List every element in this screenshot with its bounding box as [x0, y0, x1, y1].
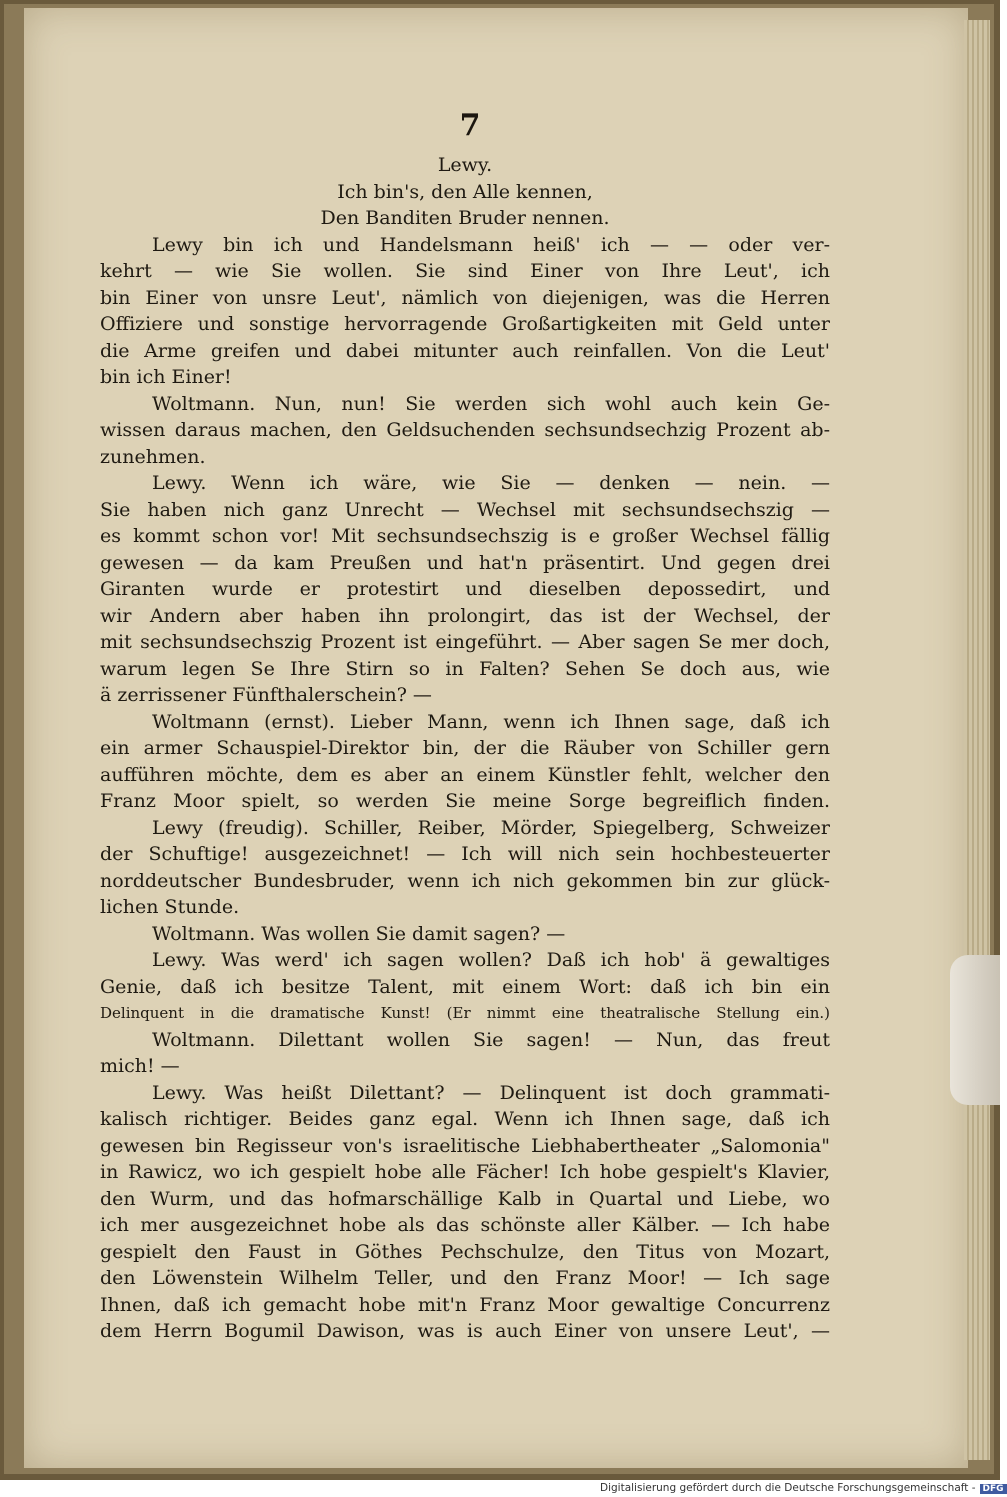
text-line: zunehmen.: [100, 445, 206, 468]
text-line: Giranten wurde er protestirt und dieselben depossedirt, und: [100, 578, 830, 600]
text-line: kehrt — wie Sie wollen. Sie sind Einer von Ihre Leut', ich: [100, 260, 830, 282]
text-line: bin ich Einer!: [100, 366, 232, 388]
text-line: bin Einer von unsre Leut', nämlich von diejenigen, was die Herren: [100, 286, 830, 309]
text-line: Woltmann. Was wollen Sie damit sagen? —: [152, 922, 566, 945]
body-text: [100, 152, 830, 1345]
text-line: Ihnen, daß ich gemacht hobe mit'n Franz Moor gewaltige Concurrenz: [100, 1293, 830, 1316]
dfg-logo: DFG: [980, 1484, 1007, 1494]
text-line: ä zerrissener Fünfthalerschein? —: [100, 684, 432, 706]
text-line: Offiziere und sonstige hervorragende Großartigkeiten mit Geld unter: [100, 313, 830, 335]
text-line: warum legen Se Ihre Stirn so in Falten? Sehen Se doch aus, wie: [100, 657, 830, 680]
text-line: Sie haben nich ganz Unrecht — Wechsel mit sechsundsechszig —: [100, 498, 830, 521]
page-edges: [964, 20, 990, 1460]
text-line: lichen Stunde.: [100, 896, 240, 918]
text-line: dem Herrn Bogumil Dawison, was is auch Einer von unsere Leut', —: [100, 1320, 830, 1342]
text-line: Lewy. Wenn ich wäre, wie Sie — denken — nein. —: [152, 472, 830, 494]
text-line: Woltmann (ernst). Lieber Mann, wenn ich Ihnen sage, daß ich: [152, 710, 830, 733]
text-line: den Wurm, und das hofmarschällige Kalb in Quartal und Liebe, wo: [100, 1187, 830, 1210]
text-line: ein armer Schauspiel-Direktor bin, der die Räuber von Schiller gern: [100, 737, 830, 759]
footer-credit: [600, 1482, 1004, 1497]
text-line: wissen daraus machen, den Geldsuchenden sechsundsechzig Prozent ab-: [100, 419, 830, 441]
text-line: Franz Moor spielt, so werden Sie meine Sorge begreiflich finden.: [100, 790, 830, 812]
text-line: der Schuftige! ausgezeichnet! — Ich will nich sein hochbesteuerter: [100, 843, 830, 865]
text-line: die Arme greifen und dabei mitunter auch reinfallen. Von die Leut': [100, 339, 830, 362]
text-line: in Rawicz, wo ich gespielt hobe alle Fächer! Ich hobe gespielt's Klavier,: [100, 1161, 830, 1183]
verse-line: Den Banditen Bruder nennen.: [320, 207, 610, 229]
speaker-heading: Lewy.: [437, 154, 493, 176]
text-line: Lewy. Was heißt Dilettant? — Delinquent ist doch grammati-: [152, 1081, 830, 1104]
page-number: 7: [459, 108, 481, 143]
text-line: es kommt schon vor! Mit sechsundsechszig is e großer Wechsel fällig: [100, 525, 830, 547]
text-line: wir Andern aber haben ihn prolongirt, das ist der Wechsel, der: [100, 604, 830, 627]
text-line: gewesen — da kam Preußen und hat'n präsentirt. Und gegen drei: [100, 551, 830, 574]
text-line: kalisch richtiger. Beides ganz egal. Wenn ich Ihnen sage, daß ich: [100, 1108, 830, 1130]
text-line: norddeutscher Bundesbruder, wenn ich nich gekommen bin zur glück-: [100, 869, 830, 892]
text-line: Woltmann. Dilettant wollen Sie sagen! — Nun, das freut: [152, 1028, 830, 1051]
text-line: mich! —: [100, 1055, 180, 1077]
footer-text: Digitalisierung gefördert durch die Deutsche Forschungsgemeinschaft -: [600, 1482, 976, 1494]
text-line: gewesen bin Regisseur von's israelitische Liebhabertheater „Salomonia": [100, 1134, 830, 1157]
text-line: mit sechsundsechszig Prozent ist eingeführt. — Aber sagen Se mer doch,: [100, 631, 830, 653]
text-line: Delinquent in die dramatische Kunst! (Er nimmt eine theatralische Stellung ein.): [100, 1004, 830, 1022]
text-line: ich mer ausgezeichnet hobe als das schönste aller Kälber. — Ich habe: [100, 1214, 830, 1236]
text-line: aufführen möchte, dem es aber an einem Künstler fehlt, welcher den: [100, 763, 830, 786]
verse-line: Ich bin's, den Alle kennen,: [337, 180, 593, 203]
text-line: Lewy. Was werd' ich sagen wollen? Daß ich hob' ä gewaltiges: [152, 949, 830, 971]
page-edge-tab: [950, 955, 1000, 1105]
text-line: gespielt den Faust in Göthes Pechschulze, den Titus von Mozart,: [100, 1240, 830, 1263]
text-line: Woltmann. Nun, nun! Sie werden sich wohl auch kein Ge-: [152, 392, 830, 415]
text-line: Genie, daß ich besitze Talent, mit einem Wort: daß ich bin ein: [100, 975, 830, 998]
text-line: Lewy (freudig). Schiller, Reiber, Mörder, Spiegelberg, Schweizer: [152, 816, 830, 839]
text-line: den Löwenstein Wilhelm Teller, und den Franz Moor! — Ich sage: [100, 1267, 830, 1289]
text-line: Lewy bin ich und Handelsmann heiß' ich — — oder ver-: [152, 233, 830, 256]
